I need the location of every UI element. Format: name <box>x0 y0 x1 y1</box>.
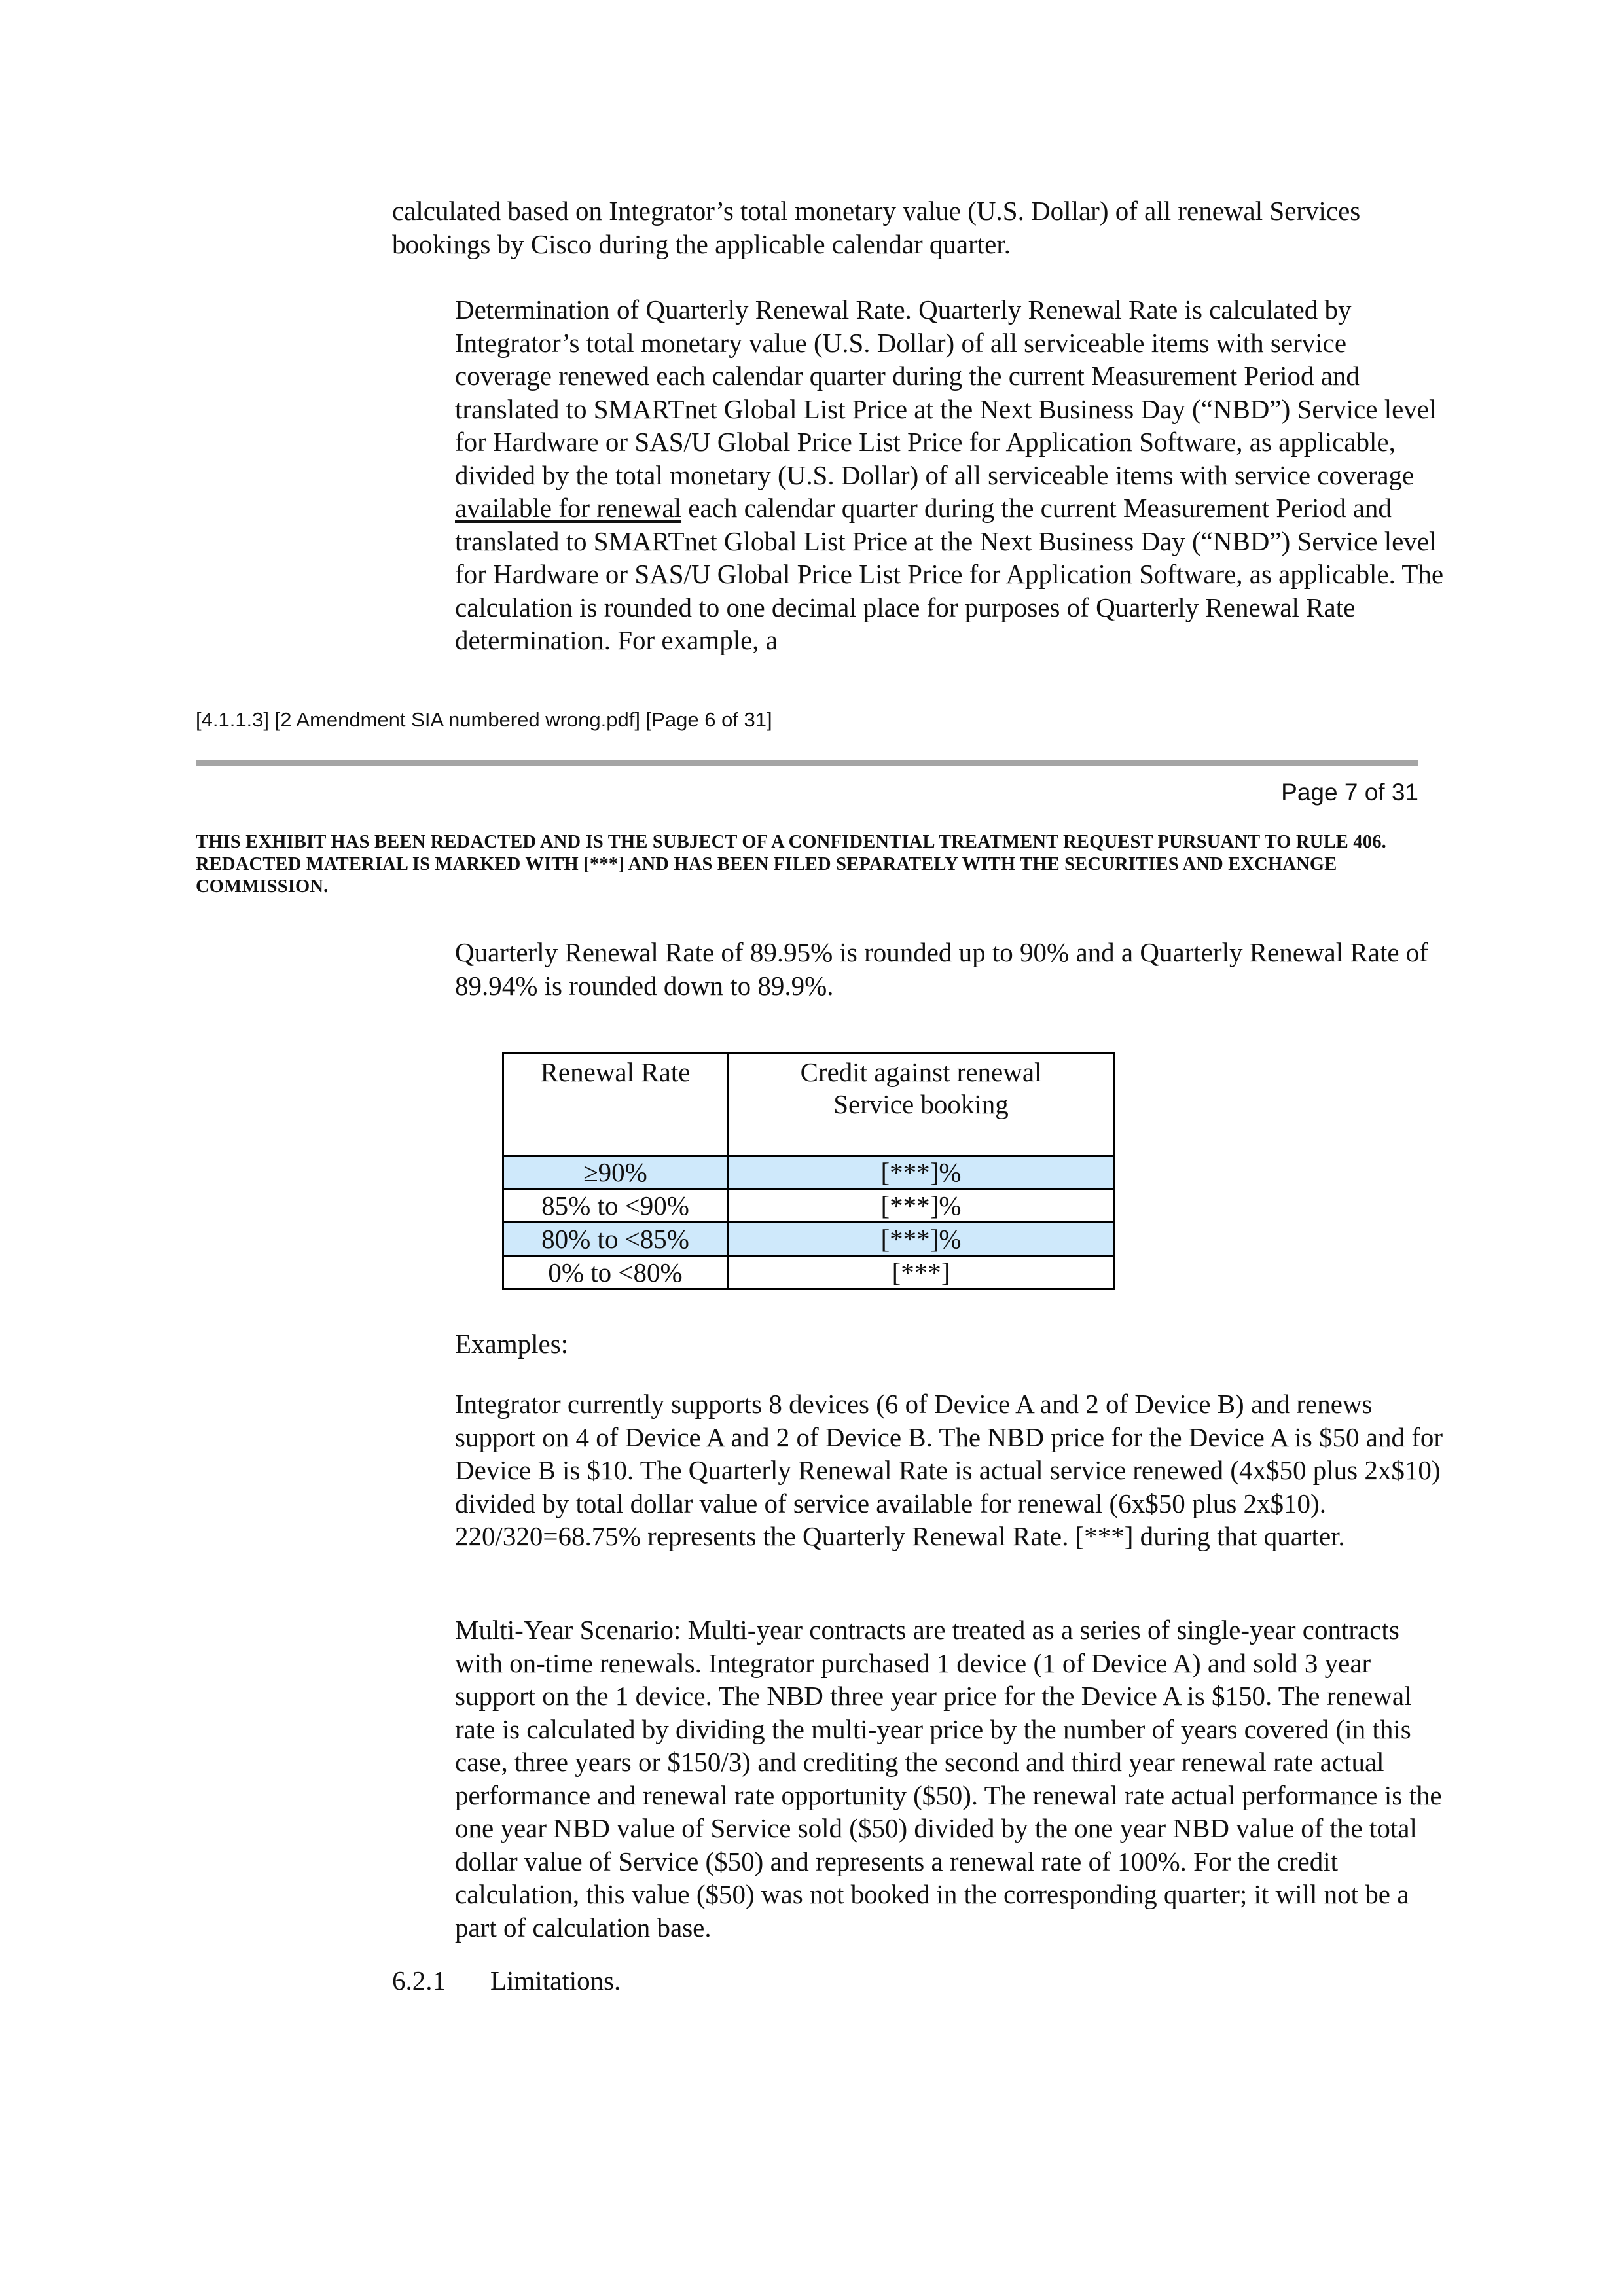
credit-cell: [***]% <box>728 1156 1115 1189</box>
credit-cell: [***]% <box>728 1223 1115 1256</box>
table-header-row <box>503 1054 1115 1156</box>
table-row <box>503 1156 1115 1189</box>
examples-label: Examples: <box>455 1329 569 1359</box>
renewal-rate-table <box>502 1052 1115 1290</box>
determination-text-start: Determination of Quarterly Renewal Rate. Quarterly Renewal Rate is calculated by Integrator’s total monetary value (U.S. Dollar) of all serviceable items with service coverage renewed each calendar quarter during the current Measurement Period and translated to SMARTnet Global List Price at the Next Business Day (“NBD”) Service level for Hardware or SAS/U Global Price List Price for Application Software, as applicable, divided by the total monetary (U.S. Dollar) of all serviceable items with service coverage <box>455 295 1437 490</box>
table-row <box>503 1189 1115 1223</box>
table-row <box>503 1256 1115 1289</box>
header-renewal-rate: Renewal Rate <box>503 1054 728 1156</box>
example-one-paragraph: Integrator currently supports 8 devices (6 of Device A and 2 of Device B) and renews support on 4 of Device A and 2 of Device B. The NBD price for the Device A is $50 and for Device B is $10. The Quarterly Renewal Rate is actual service renewed (4x$50 plus 2x$10) divided by total dollar value of service available for renewal (6x$50 plus 2x$10). 220/320=68.75% represents the Quarterly Renewal Rate. [***] during that quarter. <box>455 1389 1443 1551</box>
footer-reference: [4.1.1.3] [2 Amendment SIA numbered wrong.pdf] [Page 6 of 31] <box>196 708 772 731</box>
determination-paragraph <box>455 293 1450 657</box>
section-title: Limitations. <box>490 1965 621 1996</box>
rate-cell: 80% to <85% <box>503 1223 728 1256</box>
intro-paragraph: calculated based on Integrator’s total monetary value (U.S. Dollar) of all renewal Services bookings by Cisco during the applicable calendar quarter. <box>392 196 1361 259</box>
header-credit-text: Credit against renewal Service booking <box>800 1057 1042 1119</box>
multi-year-paragraph: Multi-Year Scenario: Multi-year contracts are treated as a series of single-year contracts with on-time renewals. Integrator purchased 1 device (1 of Device A) and sold 3 year support on the 1 device. The NBD three year price for the Device A is $150. The renewal rate is calculated by dividing the multi-year price by the number of years covered (in this case, three years or $150/3) and crediting the second and third year renewal rate actual performance and renewal rate opportunity ($50). The renewal rate actual performance is the one year NBD value of Service sold ($50) divided by the one year NBD value of the total dollar value of Service ($50) and represents a renewal rate of 100%. For the credit calculation, this value ($50) was not booked in the corresponding quarter; it will not be a part of calculation base. <box>455 1615 1442 1943</box>
credit-cell: [***]% <box>728 1189 1115 1223</box>
rate-cell: 0% to <80% <box>503 1256 728 1289</box>
determination-text-end: each calendar quarter during the current Measurement Period and translated to SMARTnet Global List Price at the Next Business Day (“NBD”) Service level for Hardware or SAS/U Global Price List Price for Application Software, as applicable. The calculation is rounded to one decimal place for purposes of Quarterly Renewal Rate determination. For example, a <box>455 493 1444 655</box>
header-credit <box>728 1054 1115 1156</box>
available-for-renewal-underline: available for renewal <box>455 493 682 523</box>
rounding-example-paragraph: Quarterly Renewal Rate of 89.95% is rounded up to 90% and a Quarterly Renewal Rate of 89.94% is rounded down to 89.9%. <box>455 937 1428 1001</box>
page-number: Page 7 of 31 <box>1281 779 1418 806</box>
confidential-notice: THIS EXHIBIT HAS BEEN REDACTED AND IS THE SUBJECT OF A CONFIDENTIAL TREATMENT REQUEST PURSUANT TO RULE 406. REDACTED MATERIAL IS MARKED WITH [***] AND HAS BEEN FILED SEPARATELY WITH THE SECURITIES AND EXCHANGE COMMISSION. <box>196 832 1386 897</box>
credit-cell: [***] <box>728 1256 1115 1289</box>
rate-cell: ≥90% <box>503 1156 728 1189</box>
section-number: 6.2.1 <box>392 1965 446 1996</box>
rate-cell: 85% to <90% <box>503 1189 728 1223</box>
table-row <box>503 1223 1115 1256</box>
page-divider <box>196 760 1418 766</box>
